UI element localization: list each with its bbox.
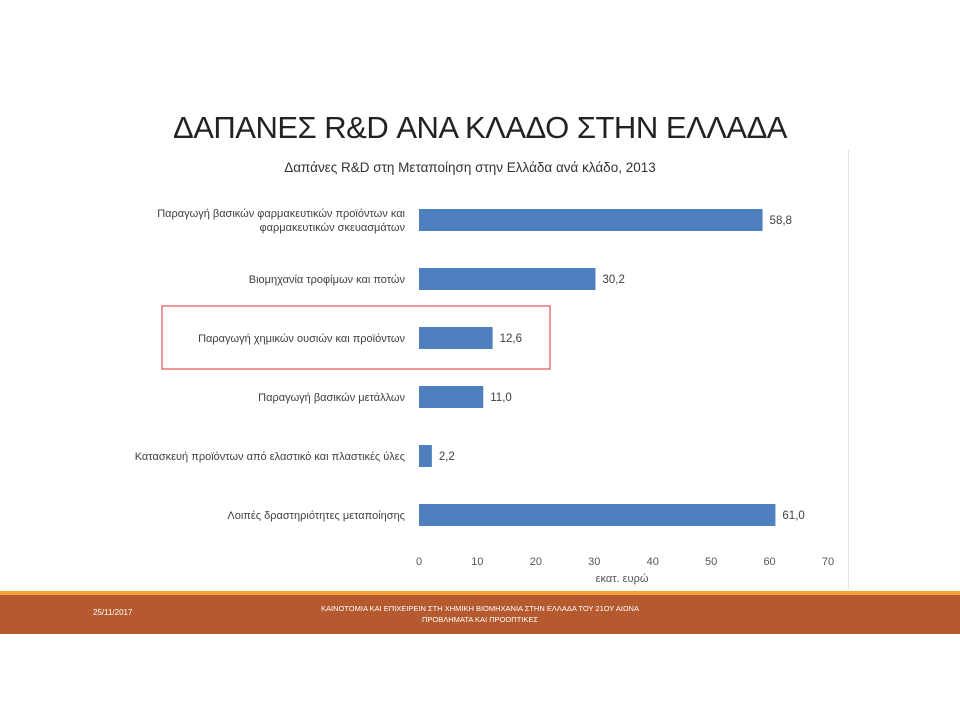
category-label: φαρμακευτικών σκευασμάτων [259, 222, 405, 234]
x-tick-label: 50 [705, 556, 718, 568]
bar [419, 268, 595, 290]
category-label: Παραγωγή χημικών ουσιών και προϊόντων [198, 333, 405, 345]
x-tick-label: 30 [588, 556, 601, 568]
data-label: 30,2 [602, 274, 625, 286]
category-label: Παραγωγή βασικών φαρμακευτικών προϊόντων και [157, 208, 405, 220]
x-tick-label: 70 [821, 556, 835, 568]
x-tick-label: 60 [763, 556, 776, 568]
chart-area [96, 150, 849, 590]
chart-title: Δαπάνες R&D στη Μεταποίηση στην Ελλάδα ανά κλάδο, 2013 [284, 160, 656, 175]
category-label: Βιομηχανία τροφίμων και ποτών [248, 274, 405, 286]
bar [419, 327, 493, 349]
x-tick-label: 0 [415, 556, 423, 568]
bar-chart [96, 150, 848, 590]
bar [419, 209, 763, 231]
data-label: 61,0 [782, 510, 805, 522]
x-tick-label: 10 [471, 556, 484, 568]
slide-title: ΔΑΠΑΝΕΣ R&D ΑΝΑ ΚΛΑΔΟ ΣΤΗΝ ΕΛΛΑΔΑ [173, 110, 787, 145]
x-tick-label: 20 [529, 556, 542, 568]
data-label: 2,2 [438, 451, 455, 463]
footer-line-2: ΠΡΟΒΛΗΜΑΤΑ ΚΑΙ ΠΡΟΟΠΤΙΚΕΣ [421, 615, 539, 624]
category-label: Κατασκευή προϊόντων από ελαστικό και πλαστικές ύλες [134, 451, 405, 463]
x-axis-label: εκατ. ευρώ [595, 573, 649, 585]
data-label: 11,0 [490, 392, 512, 404]
category-label: Παραγωγή βασικών μετάλλων [258, 392, 405, 404]
category-label: Λοιπές δραστηριότητες μεταποίησης [227, 510, 405, 522]
bar [419, 445, 432, 467]
data-label: 58,8 [769, 215, 792, 227]
bar [419, 504, 775, 526]
x-tick-label: 40 [646, 556, 659, 568]
data-label: 12,6 [499, 333, 523, 345]
footer-text [270, 603, 690, 625]
footer-date: 25/11/2017 [93, 608, 133, 617]
bar [419, 386, 483, 408]
footer-line-1: ΚΑΙΝΟΤΟΜΙΑ ΚΑΙ ΕΠΙΧΕΙΡΕΙΝ ΣΤΗ ΧΗΜΙΚΗ ΒΙΟΜΗΧΑΝΙΑ ΣΤΗΝ ΕΛΛΑΔΑ ΤΟΥ 21ΟΥ ΑΙΩΝΑ [321, 604, 639, 613]
